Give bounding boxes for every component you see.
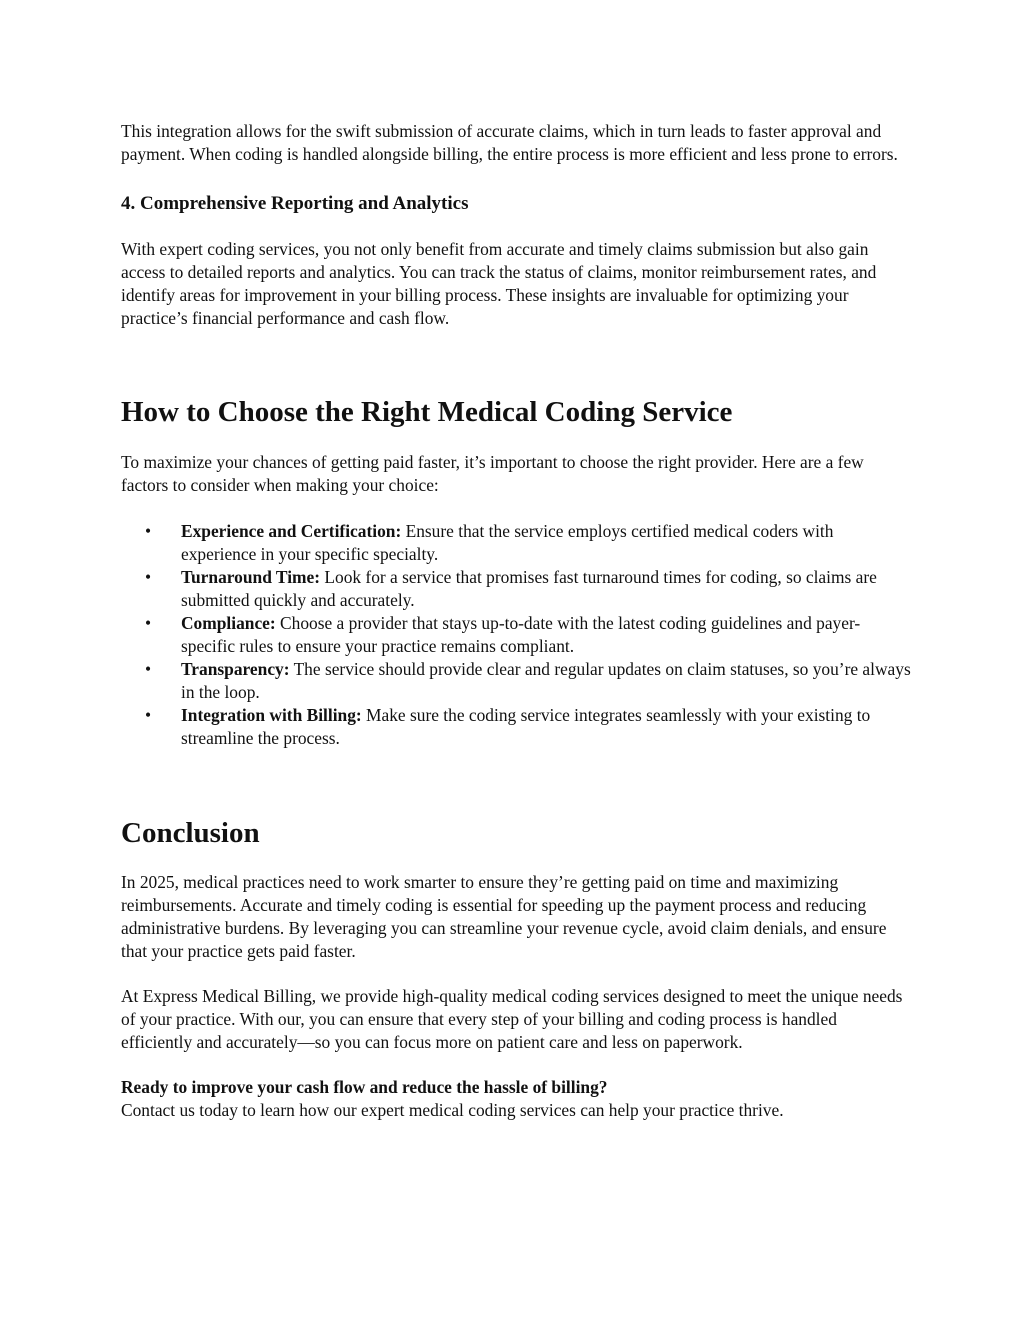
list-item — [121, 566, 911, 612]
list-item-text: Look for a service that promises fast turnaround times for coding, so claims are submitted quickly and accurately. — [181, 567, 877, 610]
intro-paragraph: This integration allows for the swift submission of accurate claims, which in turn leads to faster approval and payment. When coding is handled alongside billing, the entire process is more efficient and less prone to errors. — [121, 121, 898, 164]
section-heading-reporting: 4. Comprehensive Reporting and Analytics — [121, 193, 469, 214]
conclusion-paragraph-2: At Express Medical Billing, we provide high-quality medical coding services designed to meet the unique needs of your practice. With our, you can ensure that every step of your billing and coding process is handled efficiently and accurately—so you can focus more on patient care and less on paperwork. — [121, 986, 903, 1052]
bullet-icon: • — [145, 567, 152, 587]
list-item-label: Turnaround Time: — [181, 567, 321, 587]
list-item-text: Choose a provider that stays up-to-date with the latest coding guidelines and payer-specific rules to ensure your practice remains compliant. — [181, 613, 861, 656]
list-item-label: Transparency: — [181, 659, 290, 679]
list-item — [121, 658, 911, 704]
choose-service-intro: To maximize your chances of getting paid faster, it’s important to choose the right provider. Here are a few factors to consider when making your choice: — [121, 452, 864, 495]
conclusion-heading: Conclusion — [121, 817, 260, 849]
list-item-label: Experience and Certification: — [181, 521, 402, 541]
list-item — [121, 704, 911, 750]
list-item-label: Integration with Billing: — [181, 705, 362, 725]
list-item-text: The service should provide clear and regular updates on claim statuses, so you’re always in the loop. — [181, 659, 911, 702]
reporting-paragraph: With expert coding services, you not only benefit from accurate and timely claims submission but also gain access to detailed reports and analytics. You can track the status of claims, monitor reimbursement rates, and identify areas for improvement in your billing process. These insights are invaluable for optimizing your practice’s financial performance and cash flow. — [121, 239, 877, 328]
call-to-action — [121, 1076, 911, 1122]
choose-service-heading: How to Choose the Right Medical Coding Service — [121, 396, 733, 428]
bullet-icon: • — [145, 659, 152, 679]
cta-text: Contact us today to learn how our expert medical coding services can help your practice thrive. — [121, 1100, 784, 1120]
document-page — [121, 120, 911, 1122]
bullet-icon: • — [145, 705, 152, 725]
bullet-icon: • — [145, 521, 152, 541]
list-item — [121, 520, 911, 566]
bullet-icon: • — [145, 613, 152, 633]
list-item-label: Compliance: — [181, 613, 276, 633]
cta-heading: Ready to improve your cash flow and reduce the hassle of billing? — [121, 1077, 608, 1097]
list-item-text: Ensure that the service employs certified medical coders with experience in your specific specialty. — [181, 521, 834, 564]
list-item-text: Make sure the coding service integrates seamlessly with your existing to streamline the process. — [181, 705, 871, 748]
list-item — [121, 612, 911, 658]
conclusion-paragraph-1: In 2025, medical practices need to work smarter to ensure they’re getting paid on time and maximizing reimbursements. Accurate and timely coding is essential for speeding up the payment process and reducing administrative burdens. By leveraging you can streamline your revenue cycle, avoid claim denials, and ensure that your practice gets paid faster. — [121, 872, 887, 961]
factors-list — [121, 520, 911, 750]
